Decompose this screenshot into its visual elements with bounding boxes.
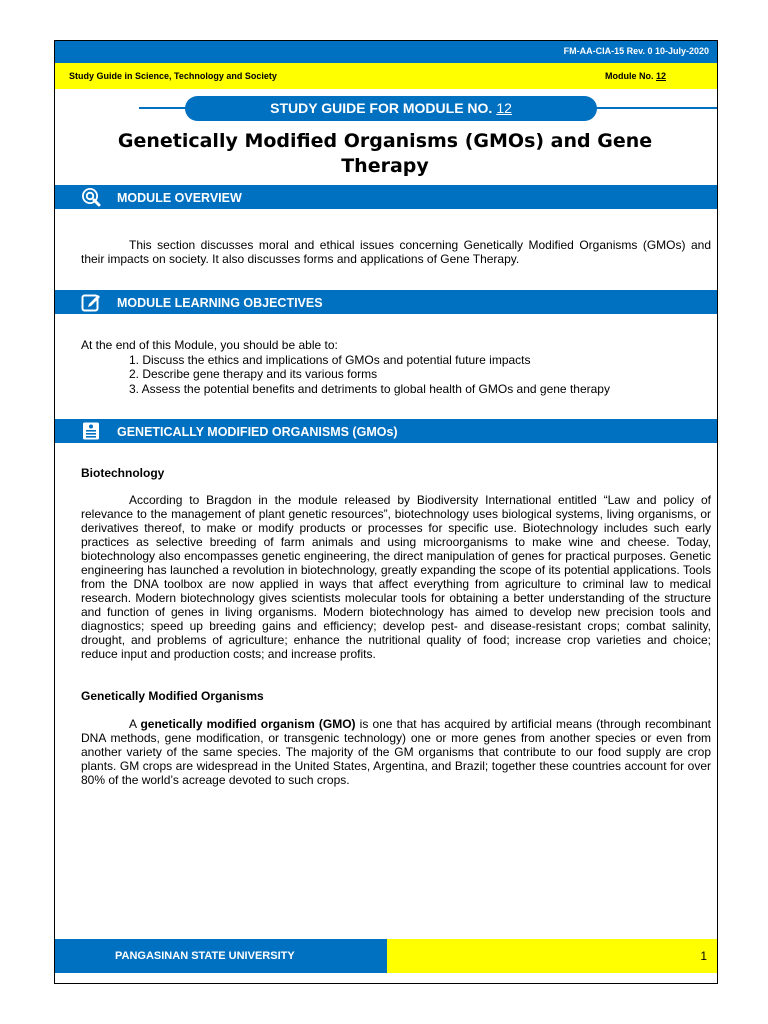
form-code: FM-AA-CIA-15 Rev. 0 10-July-2020 bbox=[563, 46, 709, 56]
section-header-objectives bbox=[55, 290, 717, 314]
university-name: PANGASINAN STATE UNIVERSITY bbox=[115, 950, 295, 962]
section-heading: MODULE OVERVIEW bbox=[117, 191, 242, 205]
edit-icon bbox=[81, 292, 101, 312]
module-label: Module No. bbox=[605, 71, 654, 81]
footer-page-bar bbox=[387, 939, 717, 973]
study-guide-banner bbox=[185, 96, 597, 121]
module-number: 12 bbox=[656, 71, 667, 81]
gmo-text-lead: A bbox=[129, 717, 141, 731]
footer-university-bar bbox=[55, 939, 387, 973]
gmo-text bbox=[81, 717, 711, 787]
banner-label: STUDY GUIDE FOR MODULE NO. bbox=[270, 100, 493, 116]
document-icon bbox=[81, 421, 101, 441]
list-item: 3. Assess the potential benefits and detriments to global health of GMOs and gene therapy bbox=[129, 381, 610, 396]
page-title: Genetically Modified Organisms (GMOs) and Gene Therapy bbox=[117, 130, 653, 177]
objectives-list bbox=[81, 338, 711, 396]
list-item: 2. Describe gene therapy and its various forms bbox=[129, 367, 378, 381]
page-number: 1 bbox=[700, 949, 707, 963]
form-code-bar bbox=[55, 41, 717, 63]
section-heading: GENETICALLY MODIFIED ORGANISMS (GMOs) bbox=[117, 425, 398, 439]
list-item: 1. Discuss the ethics and implications of GMOs and potential future impacts bbox=[129, 352, 531, 367]
biotechnology-text: According to Bragdon in the module released by Biodiversity International entitled “Law and policy of relevance to the management of plant genetic resources”, biotechnology uses biological systems, living organisms, or derivatives thereof, to make or modify products or processes for specific use. Biotechnology includes such early practices as selective breeding of farm animals and using microorganisms to make wine and cheese. Today, biotechnology also encompasses genetic engineering, the direct manipulation of genes for practical purposes. Genetic engineering has launched a revolution in biotechnology, greatly expanding the scope of its potential applications. Tools from the DNA toolbox are now applied in ways that affect everything from agriculture to criminal law to medical research. Modern biotechnology gives scientists molecular tools for obtaining a better understanding of the structure and function of genes in living organisms. Modern biotechnology has aimed to develop new precision tools and diagnostics; speed up breeding gains and efficiency; develop pest- and disease-resistant crops; combat salinity, drought, and problems of agriculture; enhance the nutritional quality of food; increase crop varieties and choice; reduce input and production costs; and increase profits. bbox=[81, 493, 711, 661]
banner-number: 12 bbox=[496, 100, 512, 116]
search-icon bbox=[81, 187, 101, 207]
overview-text: This section discusses moral and ethical issues concerning Genetically Modified Organisms (GMOs) and their impacts on society. It also discusses forms and applications of Gene Therapy. bbox=[81, 238, 711, 266]
gmo-definition-term: genetically modified organism (GMO) bbox=[140, 717, 356, 731]
biotechnology-heading: Biotechnology bbox=[81, 466, 165, 480]
section-header-overview bbox=[55, 185, 717, 209]
section-header-gmos bbox=[55, 419, 717, 443]
subject-bar bbox=[55, 63, 717, 89]
module-number-label bbox=[605, 71, 666, 81]
gmo-text-body: is one that has acquired by artificial means (through recombinant DNA methods, gene modification, or transgenic technology) one or more genes from another species or even from another variety of the same species. The majority of the GM organisms that contribute to our food supply are crop plants. GM crops are widespread in the United States, Argentina, and Brazil; together these countries account for over 80% of the world’s acreage devoted to such crops. bbox=[81, 717, 711, 787]
section-heading: MODULE LEARNING OBJECTIVES bbox=[117, 296, 323, 310]
gmo-heading: Genetically Modified Organisms bbox=[81, 689, 264, 703]
objectives-intro: At the end of this Module, you should be able to: bbox=[81, 338, 338, 352]
document-page bbox=[54, 40, 718, 984]
subject-title: Study Guide in Science, Technology and Society bbox=[69, 71, 277, 81]
